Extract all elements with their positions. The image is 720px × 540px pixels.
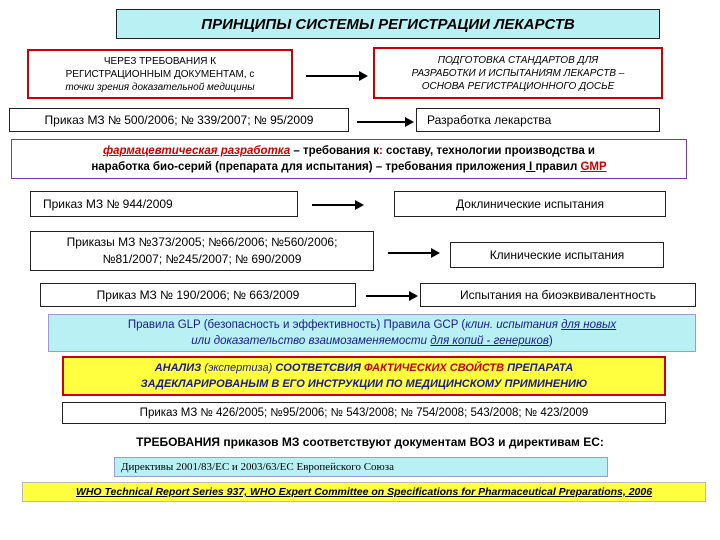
rules-generics: для копий - генериков: [430, 335, 549, 347]
analysis-conformity: СООТВЕТСВИЯ: [275, 362, 364, 374]
arrow-3: [388, 252, 438, 254]
glp-gcp-box: [48, 314, 696, 352]
stage-text-2: Доклинические испытания: [456, 197, 604, 211]
order-text-2: Приказ МЗ № 944/2009: [43, 197, 173, 211]
pharma-rest-2: составу, технологии производства и: [382, 145, 596, 157]
title-box: [116, 9, 660, 39]
arrow-2: [312, 204, 362, 206]
standards-line-2: РАЗРАБОТКИ И ИСПЫТАНИЯМ ЛЕКАРСТВ –: [411, 67, 625, 79]
order-text-3-line-1: Приказы МЗ №373/2005; №66/2006; №560/2006;: [66, 235, 338, 249]
rules-close: ): [548, 335, 553, 347]
stage-text-3: Клинические испытания: [489, 248, 625, 262]
rules-gcp: Правила GCP (: [383, 319, 466, 331]
who-text: WHO Technical Report Series 937, WHO Expert Committee on Specifications for Pharmaceutical Preparations, 2006: [75, 486, 653, 498]
order-text-4: Приказ МЗ № 190/2006; № 663/2009: [96, 288, 300, 302]
arrow-top: [306, 75, 366, 77]
order-text-3-line-2: №81/2007; №245/2007; № 690/2009: [102, 252, 302, 266]
evidence-line-2: РЕГИСТРАЦИОННЫМ ДОКУМЕНТАМ, с: [65, 68, 255, 80]
pharma-rules: правил: [535, 161, 581, 173]
stage-box-4: [420, 283, 696, 307]
page-title: ПРИНЦИПЫ СИСТЕМЫ РЕГИСТРАЦИИ ЛЕКАРСТВ: [201, 15, 575, 33]
pharma-line-2: наработка био-серий (препарата для испытания) – требования приложения: [91, 161, 526, 173]
standards-line-1: ПОДГОТОВКА СТАНДАРТОВ ДЛЯ: [437, 54, 599, 66]
evidence-requirements-box: [27, 49, 293, 99]
pharma-rest-1: – требования к: [290, 145, 379, 157]
evidence-line-3: точки зрения доказательной медицины: [65, 81, 255, 93]
order-box-2: [30, 191, 298, 217]
arrow-4: [366, 295, 416, 297]
analysis-word: АНАЛИЗ: [154, 362, 205, 374]
stage-text-1: Разработка лекарства: [427, 113, 552, 127]
order-box-4: [40, 283, 356, 307]
rules-new: для новых: [561, 319, 617, 331]
pharma-gmp: GMP: [580, 161, 607, 173]
who-box: [22, 482, 706, 502]
standards-line-3: ОСНОВА РЕГИСТРАЦИОННОГО ДОСЬЕ: [421, 80, 615, 92]
requirements-text: ТРЕБОВАНИЯ приказов МЗ соответствуют документам ВОЗ и директивам ЕС:: [136, 435, 604, 449]
pharma-colon: :: [378, 145, 383, 157]
analysis-drug: ПРЕПАРАТА: [507, 362, 574, 374]
directives-box: [114, 457, 608, 477]
pharma-annex-number: I: [525, 161, 536, 173]
directives-text: Директивы 2001/83/ЕС и 2003/63/ЕС Европейского Союза: [121, 461, 394, 473]
analysis-box: [62, 356, 666, 396]
analysis-expertise: (экспертиза): [204, 362, 276, 374]
pharma-development-box: [11, 139, 687, 179]
rules-glp: Правила GLP: [127, 319, 204, 331]
rules-glp-note: (безопасность и эффективность): [203, 319, 384, 331]
stage-box-2: [394, 191, 666, 217]
order-text-1: Приказ МЗ № 500/2006; № 339/2007; № 95/2009: [44, 113, 314, 127]
arrow-1: [357, 121, 412, 123]
order-text-5: Приказ МЗ № 426/2005; №95/2006; № 543/2008; № 754/2008; 543/2008; № 423/2009: [139, 407, 589, 419]
pharma-term: фармацевтическая разработка: [102, 145, 291, 157]
requirements-line: [70, 432, 670, 452]
stage-box-3: [450, 242, 664, 268]
stage-box-1: [416, 108, 660, 132]
rules-interchangeability: или доказательство взаимозаменяемости: [191, 335, 431, 347]
order-box-1: [9, 108, 349, 132]
evidence-line-1: ЧЕРЕЗ ТРЕБОВАНИЯ К: [103, 55, 217, 67]
order-box-5: [62, 402, 666, 424]
stage-text-4: Испытания на биоэквивалентность: [459, 288, 657, 302]
analysis-line-2: ЗАДЕКЛАРИРОВАНЫМ В ЕГО ИНСТРУКЦИИ ПО МЕДИЦИНСКОМУ ПРИМИНЕНИЮ: [140, 378, 588, 390]
order-box-3: [30, 231, 374, 271]
analysis-actual-properties: ФАКТИЧЕСКИХ СВОЙСТВ: [363, 362, 508, 374]
standards-box: [373, 47, 663, 99]
rules-clinical: клин. испытания: [465, 319, 562, 331]
